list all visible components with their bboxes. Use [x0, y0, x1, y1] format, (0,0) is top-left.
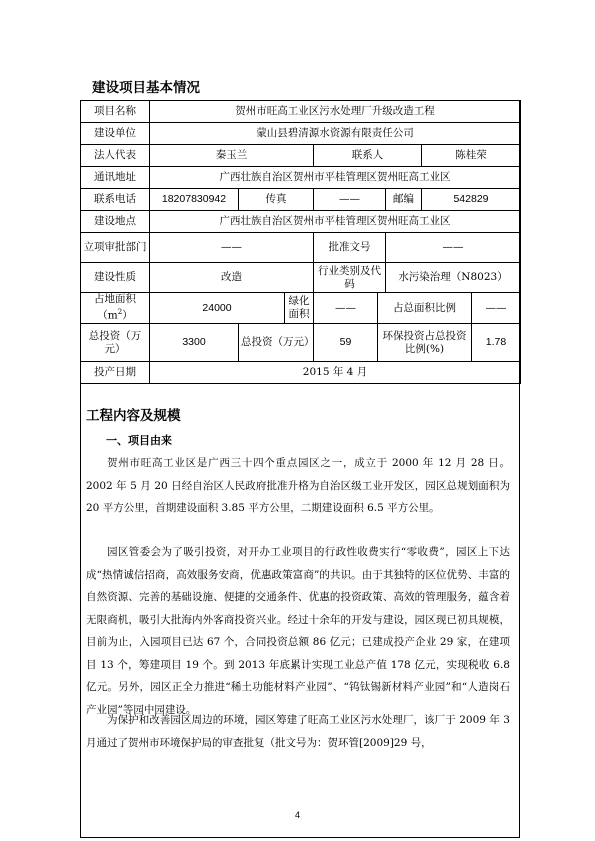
- industry-value: 水污染治理（N8023）: [386, 263, 521, 293]
- nature-value: 改造: [150, 263, 314, 293]
- nature-label: 建设性质: [81, 263, 150, 293]
- address-value: 广西壮族自治区贺州市平桂管理区贺州旺高工业区: [150, 167, 521, 189]
- approval-no-label: 批准文号: [314, 233, 386, 263]
- env-ratio-value: 1.78: [472, 324, 521, 362]
- paragraph-2: 园区管委会为了吸引投资，对开办工业项目的行政性收费实行“零收费”，园区上下达成“热情诚信招商，高效服务安商，优惠政策富商”的共识。由于其独特的区位优势、丰富的自然资源、完善的基础设施、便捷的交通条件、优惠的投资政策、高效的管理服务，蕴含着无限商机，吸引大批海内外客商投资兴业。经过十余年的开发与建设，园区现已初具规模，目前为止，入园项目已达 67 个，合同投资总额 86 亿元；已建成投产企业 29 家，在建项目 13 个，筹建项目 19 个。到 2013 年底累计实现工业总产值 178 亿元，实现税收 6.8 亿元。另外，园区正全力推进“稀土功能材料产业园”、“钨钛锡新材料产业园”和“人造岗石产业园”等园中园建设。: [86, 546, 510, 716]
- legal-rep-value: 秦玉兰: [150, 145, 314, 167]
- table-row: [81, 324, 521, 362]
- approval-no-value: ——: [386, 233, 521, 263]
- total-inv-label: 总投资（万元）: [81, 324, 150, 362]
- table-row: [81, 123, 521, 145]
- subsection-title: 一、项目由来: [106, 434, 172, 447]
- area-unit-pre: （m: [97, 309, 118, 322]
- unit-label: 建设单位: [81, 123, 150, 145]
- project-name-label: 项目名称: [81, 101, 150, 123]
- fax-value: ——: [314, 189, 386, 211]
- phone-value: 18207830942: [150, 189, 239, 211]
- table-row: [81, 293, 521, 324]
- page-number: 4: [294, 810, 300, 820]
- green-label: 绿化面积: [285, 293, 314, 324]
- env-inv-label: 总投资（万元）: [239, 324, 314, 362]
- table-row: [81, 362, 521, 384]
- phone-label: 联系电话: [81, 189, 150, 211]
- table-row: [81, 211, 521, 233]
- project-name-value: 贺州市旺高工业区污水处理厂升级改造工程: [150, 101, 521, 123]
- total-inv-value: 3300: [150, 324, 239, 362]
- site-label: 建设地点: [81, 211, 150, 233]
- env-ratio-label: 环保投资占总投资比例(%): [378, 324, 472, 362]
- area-unit-sup: 2: [117, 308, 123, 317]
- industry-label: 行业类别及代码: [314, 263, 386, 293]
- fax-label: 传真: [239, 189, 314, 211]
- paragraph-3: 为保护和改善园区周边的环境，园区筹建了旺高工业区污水处理厂，该厂于 2009 年 3 月通过了贺州市环境保护局的审查批复（批文号为：贺环管[2009]29 号，: [86, 714, 510, 749]
- postcode-label: 邮编: [386, 189, 422, 211]
- approval-dept-label: 立项审批部门: [81, 233, 150, 263]
- table-row: [81, 167, 521, 189]
- contact-value: 陈桂荣: [422, 145, 521, 167]
- table-row: [81, 189, 521, 211]
- address-label: 通讯地址: [81, 167, 150, 189]
- area-value: 24000: [150, 293, 285, 324]
- site-value: 广西壮族自治区贺州市平桂管理区贺州旺高工业区: [150, 211, 521, 233]
- operation-label: 投产日期: [81, 362, 150, 384]
- contact-label: 联系人: [314, 145, 422, 167]
- table-row: [81, 233, 521, 263]
- operation-value: 2015 年 4 月: [150, 362, 521, 384]
- table-row: [81, 101, 521, 123]
- section-title: 建设项目基本情况: [92, 80, 200, 96]
- green-ratio-value: ——: [472, 293, 521, 324]
- area-label: [81, 293, 150, 324]
- unit-value: 蒙山县碧清源水资源有限责任公司: [150, 123, 521, 145]
- area-label-text: 占地面积: [94, 293, 136, 306]
- area-unit-post: ）: [122, 309, 133, 322]
- section2-title: 工程内容及规模: [86, 408, 181, 424]
- project-info-table: [80, 100, 521, 384]
- env-inv-value: 59: [314, 324, 378, 362]
- table-row: [81, 263, 521, 293]
- paragraph-1: 贺州市旺高工业区是广西三十四个重点园区之一，成立于 2000 年 12 月 28 日。2002 年 5 月 20 日经自治区人民政府批准升格为自治区级工业开发区，园区总规划面积为 20 平方公里，首期建设面积 3.85 平方公里，二期建设面积 6.5 平方公里。: [86, 457, 510, 514]
- green-ratio-label: 占总面积比例: [378, 293, 472, 324]
- postcode-value: 542829: [422, 189, 521, 211]
- approval-dept-value: ——: [150, 233, 314, 263]
- green-value: ——: [314, 293, 378, 324]
- legal-rep-label: 法人代表: [81, 145, 150, 167]
- table-row: [81, 145, 521, 167]
